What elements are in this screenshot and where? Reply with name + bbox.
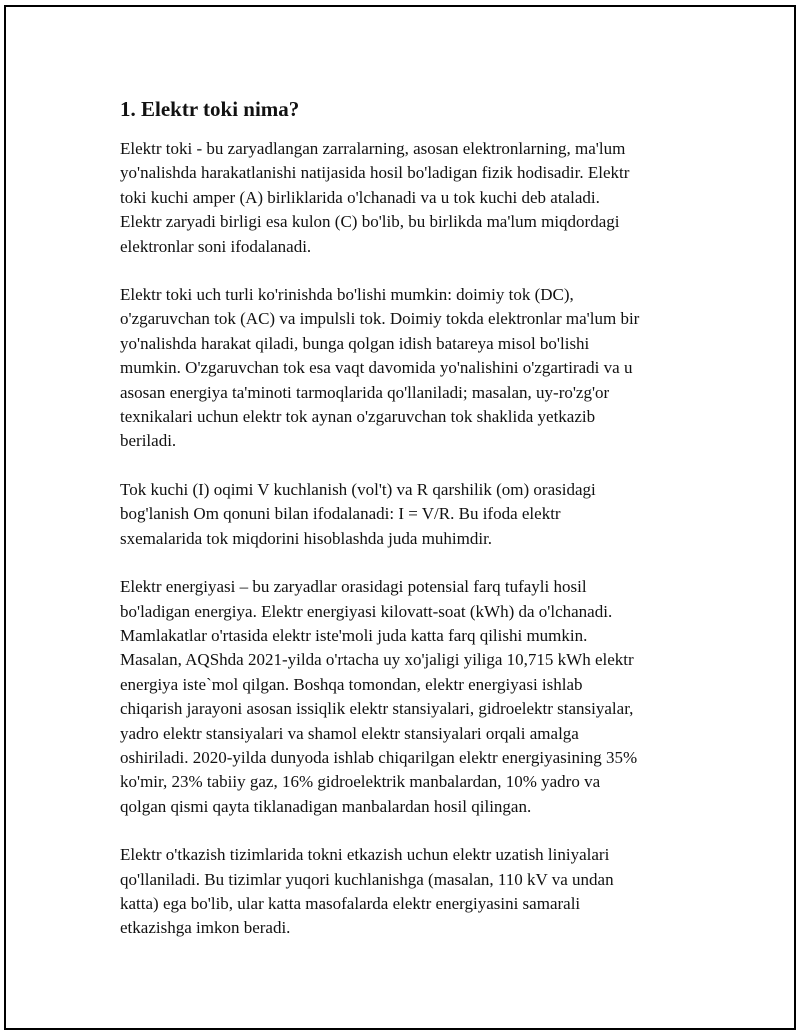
- paragraph-line: Elektr zaryadi birligi esa kulon (C) bo'lib, bu birlikda ma'lum miqdordagi: [120, 212, 620, 232]
- paragraph-line: o'zgaruvchan tok (AC) va impulsli tok. Doimiy tokda elektronlar ma'lum bir: [120, 309, 640, 329]
- paragraph-list: [120, 137, 700, 941]
- paragraph-line: oshiriladi. 2020-yilda dunyoda ishlab chiqarilgan elektr energiyasining 35%: [120, 747, 638, 767]
- paragraph: [120, 843, 700, 941]
- paragraph-line: elektronlar soni ifodalanadi.: [120, 236, 312, 256]
- paragraph-line: mumkin. O'zgaruvchan tok esa vaqt davomida yo'nalishini o'zgartiradi va u: [120, 358, 633, 378]
- paragraph-line: katta) ega bo'lib, ular katta masofalarda elektr energiyasini samarali: [120, 893, 581, 913]
- paragraph: [120, 478, 700, 551]
- paragraph: [120, 575, 700, 819]
- paragraph-line: qo'llaniladi. Bu tizimlar yuqori kuchlanishga (masalan, 110 kV va undan: [120, 869, 614, 889]
- paragraph-line: Elektr energiyasi – bu zaryadlar orasidagi potensial farq tufayli hosil: [120, 577, 587, 597]
- paragraph-line: Mamlakatlar o'rtasida elektr iste'moli juda katta farq qilishi mumkin.: [120, 625, 588, 645]
- paragraph-line: chiqarish jarayoni asosan issiqlik elektr stansiyalari, gidroelektr stansiyalar,: [120, 699, 634, 719]
- paragraph-line: Elektr o'tkazish tizimlarida tokni etkazish uchun elektr uzatish liniyalari: [120, 845, 610, 865]
- paragraph-line: yo'nalishda harakat qiladi, bunga qolgan idish batareya misol bo'lishi: [120, 333, 590, 353]
- paragraph: [120, 137, 700, 259]
- paragraph-line: yo'nalishda harakatlanishi natijasida hosil bo'ladigan fizik hodisadir. Elektr: [120, 163, 630, 183]
- paragraph-line: etkazishga imkon beradi.: [120, 918, 291, 938]
- paragraph-line: yadro elektr stansiyalari va shamol elektr stansiyalari orqali amalga: [120, 723, 579, 743]
- paragraph-line: ko'mir, 23% tabiiy gaz, 16% gidroelektrik manbalardan, 10% yadro va: [120, 772, 601, 792]
- paragraph-line: sxemalarida tok miqdorini hisoblashda juda muhimdir.: [120, 528, 493, 548]
- paragraph-line: Masalan, AQShda 2021-yilda o'rtacha uy xo'jaligi yiliga 10,715 kWh elektr: [120, 650, 634, 670]
- paragraph-line: asosan energiya ta'minoti tarmoqlarida qo'llaniladi; masalan, uy-ro'zg'or: [120, 382, 610, 402]
- document-content: [120, 95, 700, 965]
- paragraph-line: energiya iste`mol qilgan. Boshqa tomondan, elektr energiyasi ishlab: [120, 674, 583, 694]
- paragraph-line: bog'lanish Om qonuni bilan ifodalanadi: I = V/R. Bu ifoda elektr: [120, 504, 561, 524]
- paragraph-line: Elektr toki uch turli ko'rinishda bo'lishi mumkin: doimiy tok (DC),: [120, 285, 574, 305]
- paragraph: [120, 283, 700, 454]
- paragraph-line: qolgan qismi qayta tiklanadigan manbalardan hosil qilingan.: [120, 796, 532, 816]
- paragraph-line: beriladi.: [120, 431, 177, 451]
- paragraph-line: texnikalari uchun elektr tok aynan o'zgaruvchan tok shaklida yetkazib: [120, 407, 596, 427]
- paragraph-line: toki kuchi amper (A) birliklarida o'lchanadi va u tok kuchi deb ataladi.: [120, 187, 600, 207]
- paragraph-line: Tok kuchi (I) oqimi V kuchlanish (vol't) va R qarshilik (om) orasidagi: [120, 479, 596, 499]
- document-page: [4, 5, 796, 1030]
- paragraph-line: bo'ladigan energiya. Elektr energiyasi kilovatt-soat (kWh) da o'lchanadi.: [120, 601, 613, 621]
- document-title: 1. Elektr toki nima?: [120, 97, 300, 121]
- paragraph-line: Elektr toki - bu zaryadlangan zarralarning, asosan elektronlarning, ma'lum: [120, 139, 626, 158]
